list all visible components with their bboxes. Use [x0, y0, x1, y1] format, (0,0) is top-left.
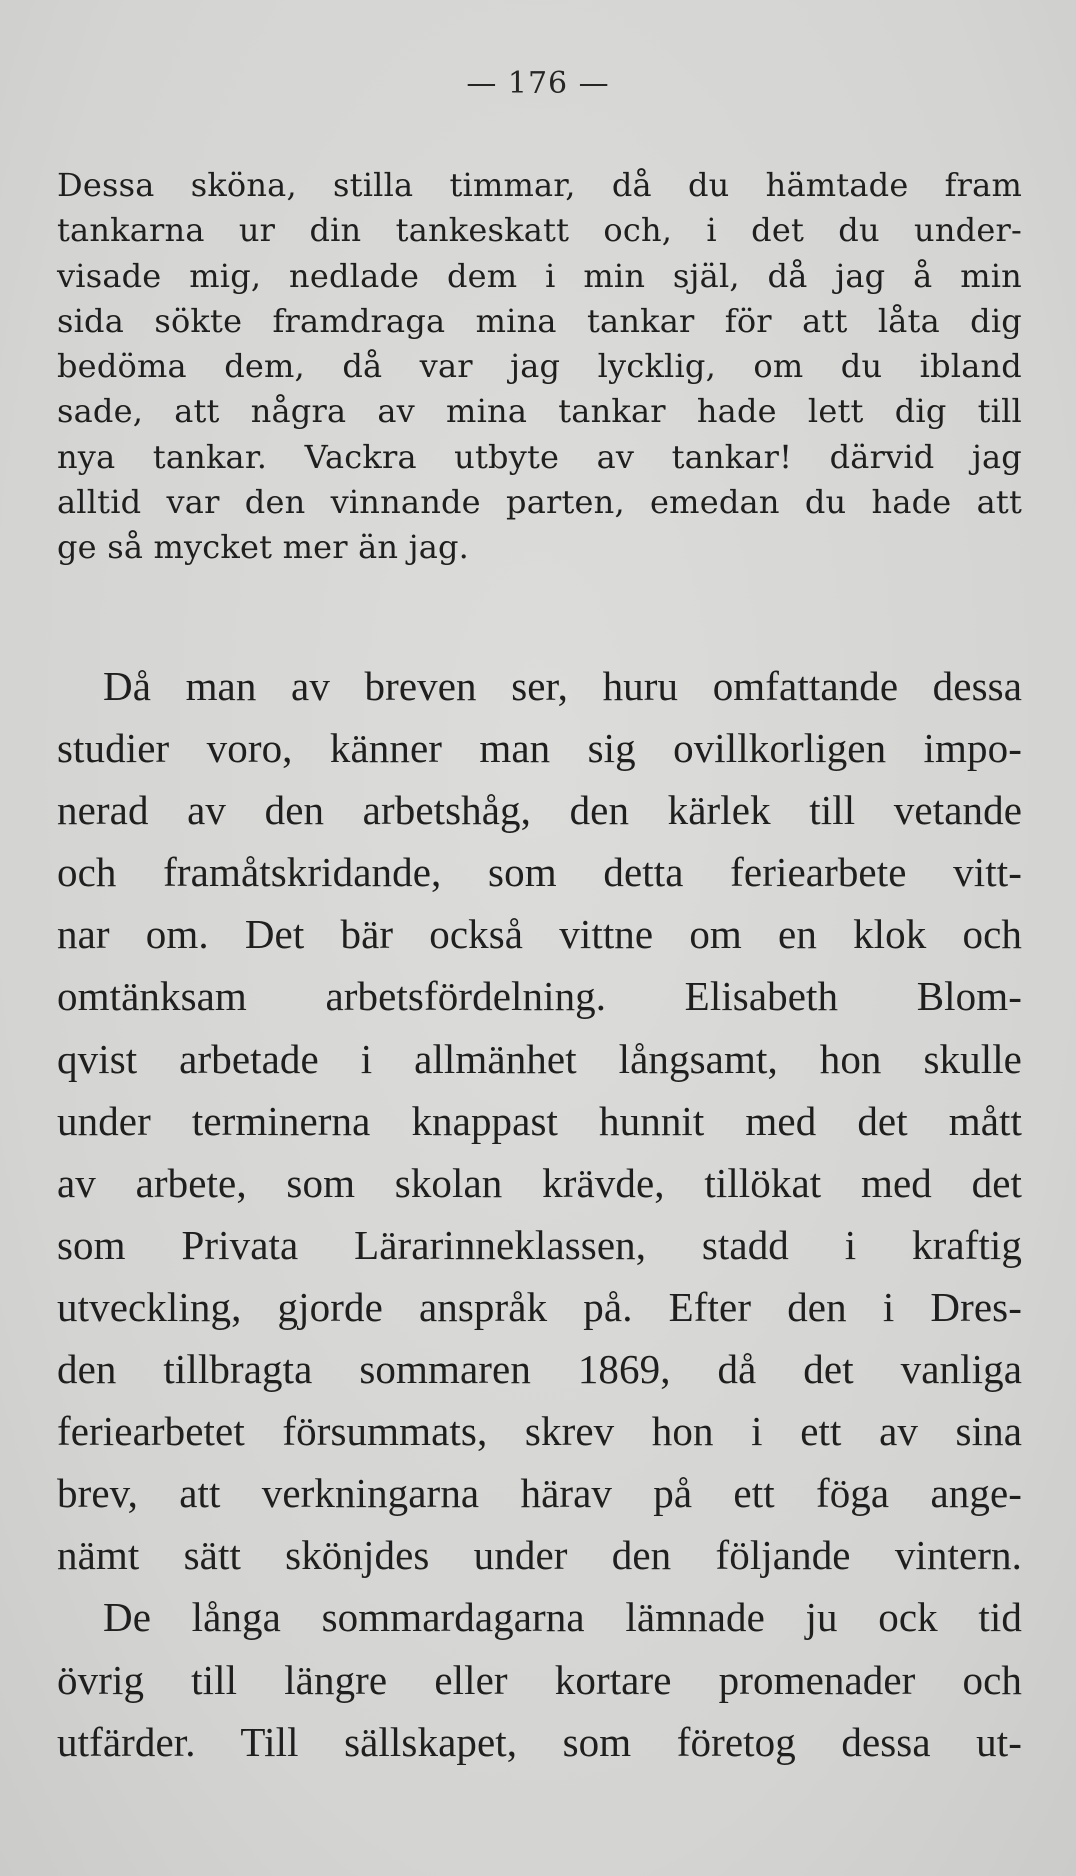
quote-line: ge så mycket mer än jag. — [57, 528, 470, 567]
quote-line: alltid var den vinnande parten, emedan du hade att — [57, 483, 1022, 522]
body-paragraph — [57, 655, 1022, 1773]
page-number: — 176 — — [466, 66, 610, 101]
body-line: utveckling, gjorde anspråk på. Efter den i Dres- — [57, 1283, 1022, 1330]
quote-line: sade, att några av mina tankar hade lett dig till — [57, 392, 1022, 431]
body-line: av arbete, som skolan krävde, tillökat med det — [57, 1159, 1022, 1206]
body-line: utfärder. Till sällskapet, som företog dessa ut- — [57, 1718, 1022, 1765]
quote-line: nya tankar. Vackra utbyte av tankar! därvid jag — [57, 437, 1022, 476]
quote-line: Dessa sköna, stilla timmar, då du hämtade fram — [57, 166, 1022, 204]
body-line: omtänksam arbetsfördelning. Elisabeth Blom- — [57, 973, 1022, 1020]
body-line: feriearbetet försummats, skrev hon i ett av sina — [57, 1408, 1022, 1455]
body-line: övrig till längre eller kortare promenader och — [57, 1656, 1022, 1703]
body-line: under terminerna knappast hunnit med det mått — [57, 1097, 1022, 1144]
body-line: den tillbragta sommaren 1869, då det vanliga — [57, 1346, 1022, 1393]
quote-line: bedöma dem, då var jag lycklig, om du ibland — [57, 347, 1022, 386]
body-line: och framåtskridande, som detta feriearbete vitt- — [57, 849, 1022, 896]
quote-line: sida sökte framdraga mina tankar för att låta dig — [57, 301, 1022, 340]
body-line: nämt sätt skönjdes under den följande vintern. — [57, 1532, 1022, 1579]
body-line: nerad av den arbetshåg, den kärlek till vetande — [57, 787, 1022, 834]
body-line: Då man av breven ser, huru omfattande dessa — [103, 663, 1022, 709]
body-line: De långa sommardagarna lämnade ju ock tid — [103, 1594, 1022, 1641]
quoted-passage — [57, 163, 1022, 571]
body-line: som Privata Lärarinneklassen, stadd i kraftig — [57, 1221, 1022, 1268]
quote-line: visade mig, nedlade dem i min själ, då jag å min — [57, 256, 1022, 295]
body-line: qvist arbetade i allmänhet långsamt, hon skulle — [57, 1035, 1022, 1082]
body-line: studier voro, känner man sig ovillkorligen impo- — [57, 725, 1022, 772]
body-line: brev, att verkningarna härav på ett föga ange- — [57, 1470, 1022, 1517]
quote-line: tankarna ur din tankeskatt och, i det du under- — [57, 211, 1022, 250]
body-line: nar om. Det bär också vittne om en klok och — [57, 911, 1022, 958]
